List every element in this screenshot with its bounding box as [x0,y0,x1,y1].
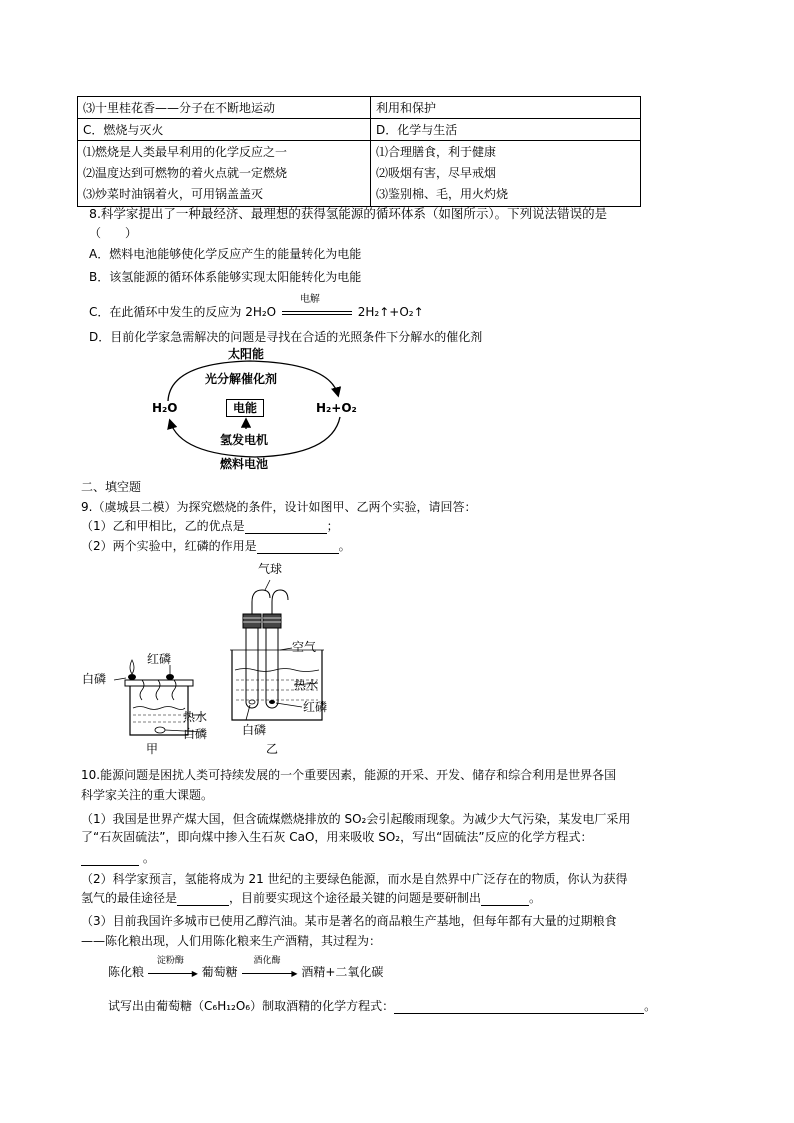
red-phosphorus-label-yi: 红磷 [303,700,328,714]
electrolysis-condition: 电解 [299,293,320,305]
generator-label: 氢发电机 [220,433,269,447]
answer-blank[interactable] [81,851,139,866]
apparatus-drawing [80,560,360,760]
fermentation-chain [108,955,384,979]
combustion-experiment-figure [80,560,360,760]
q9-part2-text: （2）两个实验中，红磷的作用是 [81,539,257,553]
d-item: ⑵吸烟有害，尽早戒烟 [376,166,497,180]
q10-stem-line1: 10.能源问题是困扰人类可持续发展的一个重要因素，能源的开采、开发、储存和综合利用是世界各国 [81,768,617,782]
white-phosphorus-label-yi: 白磷 [242,723,267,737]
air-label: 空气 [292,640,317,654]
q8-option-d: D．目前化学家急需解决的问题是寻找在合适的光照条件下分解水的催化剂 [89,330,483,344]
q10-part2-end: 。 [529,891,542,905]
q10-part2-line2 [81,891,541,906]
red-phosphorus-label-jia: 红磷 [147,652,172,666]
q9-part1-end: ； [326,519,339,533]
q10-final-question [108,999,656,1014]
q10-final-text: 试写出由葡萄糖（C₆H₁₂O₆）制取酒精的化学方程式： [108,999,395,1013]
white-phosphorus-underwater-label: 白磷 [183,727,208,741]
q9-part2 [81,539,351,554]
hydrogen-cycle-diagram [150,345,360,475]
c-item: ⑶炒菜时油锅着火，可用锅盖盖灭 [83,187,264,201]
q8-option-a: A．燃料电池能够使化学反应产生的能量转化为电能 [89,247,362,261]
solar-energy-label: 太阳能 [228,347,265,361]
table-cell-d [371,141,641,207]
q10-final-end: 。 [644,999,657,1013]
comparison-table [77,96,641,207]
q10-part1-line2: 了“石灰固硫法”，即向煤中掺入生石灰 CaO，用来吸收 SO₂，写出“固硫法”反应的化学方程式： [81,830,593,844]
table-cell: C．燃烧与灭火 [78,119,371,141]
apparatus-jia-label: 甲 [146,742,159,756]
catalyst-label: 光分解催化剂 [205,372,278,386]
h2-o2-label: H₂+O₂ [316,401,357,415]
q8-option-c-suffix: 2H₂↑+O₂↑ [357,305,424,319]
table-cell: D．化学与生活 [371,119,641,141]
answer-blank[interactable] [245,519,327,534]
table-cell-c [78,141,371,207]
fuel-cell-label: 燃料电池 [220,457,269,471]
answer-blank[interactable] [394,999,644,1014]
q10-part2-line1: （2）科学家预言，氢能将成为 21 世纪的主要绿色能源，而水是自然界中广泛存在的物质，你认为获得 [81,872,628,886]
q10-part2-text1: 氢气的最佳途径是 [81,891,178,905]
enzyme-label: 淀粉酶 [156,955,184,966]
apparatus-yi-label: 乙 [266,742,279,756]
d-item: ⑶鉴别棉、毛，用火灼烧 [376,187,509,201]
table-cell: ⑶十里桂花香——分子在不断地运动 [78,97,371,119]
enzyme-label: 酒化酶 [253,955,281,966]
q8-option-c [89,293,424,319]
balloon-label: 气球 [258,562,283,576]
water-label: H₂O [152,401,178,415]
q9-part1-text: （1）乙和甲相比，乙的优点是 [81,519,245,533]
q9-stem: 9.（虞城县二模）为探究燃烧的条件，设计如图甲、乙两个实验，请回答： [81,500,477,514]
q10-part1-end: 。 [142,851,155,865]
q10-part1-answer [81,851,155,866]
white-phosphorus-label-jia: 白磷 [82,672,107,686]
d-item: ⑴合理膳食，利于健康 [376,145,497,159]
chain-stage: 酒精+二氧化碳 [301,965,384,979]
section-heading: 二、填空题 [81,480,142,494]
enzyme-arrow: 淀粉酶 ▶ [148,968,198,978]
answer-blank[interactable] [177,891,229,906]
chain-stage: 陈化粮 [108,965,145,979]
q8-option-c-prefix: C．在此循环中发生的反应为 2H₂O [89,305,277,319]
c-item: ⑵温度达到可燃物的着火点就一定燃烧 [83,166,288,180]
table-row [78,119,641,141]
electricity-box: 电能 [226,399,264,417]
hot-water-label-jia: 热水 [183,710,208,724]
c-item: ⑴燃烧是人类最早利用的化学反应之一 [83,145,288,159]
table-row [78,141,641,207]
chain-stage: 葡萄糖 [201,965,238,979]
q8-stem: 8.科学家提出了一种最经济、最理想的获得氢能源的循环体系（如图所示）。下列说法错误的是 [89,206,608,221]
answer-blank[interactable] [257,539,339,554]
q8-answer-paren: （ ） [89,226,138,240]
q9-part1 [81,519,339,534]
table-row [78,97,641,119]
enzyme-arrow: 酒化酶 ▶ [242,968,298,978]
q10-part3-line1: （3）目前我国许多城市已使用乙醇汽油。某市是著名的商品粮生产基地，但每年都有大量的过期粮食 [81,914,617,928]
q10-part2-text2: ，目前要实现这个途径最关键的问题是要研制出 [229,891,482,905]
q10-part3-line2: ——陈化粮出现，人们用陈化粮来生产酒精，其过程为： [81,934,382,948]
q10-stem-line2: 科学家关注的重大课题。 [81,788,214,802]
q10-part1-line1: （1）我国是世界产煤大国，但含硫煤燃烧排放的 SO₂会引起酸雨现象。为减少大气污染，某发电厂采用 [81,812,631,826]
electrolysis-arrow [280,293,354,318]
answer-blank[interactable] [481,891,529,906]
table-cell: 利用和保护 [371,97,641,119]
hot-water-label-yi: 热水 [294,678,319,692]
q9-part2-end: 。 [338,539,351,553]
q8-option-b: B．该氢能源的循环体系能够实现太阳能转化为电能 [89,270,362,284]
